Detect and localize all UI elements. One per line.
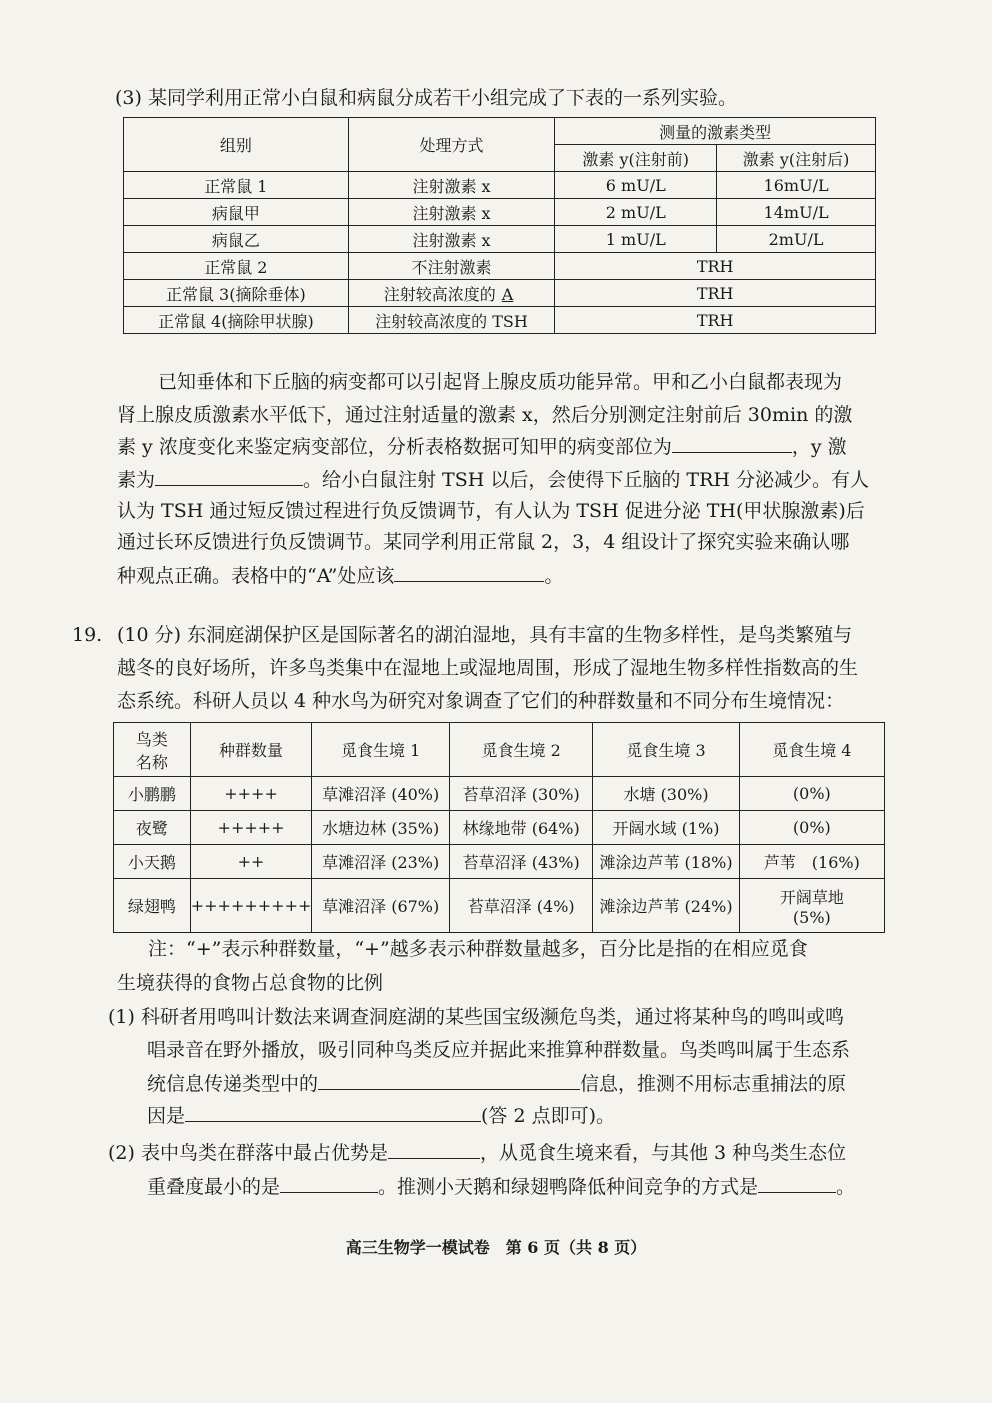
cell-habitat: 芦苇 (16%) bbox=[739, 845, 884, 879]
cell-treatment: 注射激素 x bbox=[348, 226, 555, 253]
table-row bbox=[124, 307, 876, 334]
cell-before: 1 mU/L bbox=[555, 226, 717, 253]
cell-habitat: 苔草沼泽 (43%) bbox=[449, 845, 592, 879]
text: 因是 bbox=[147, 1105, 186, 1127]
cell-name: 绿翅鸭 bbox=[114, 879, 191, 933]
table-row bbox=[124, 172, 876, 199]
q3-paragraph-line bbox=[117, 465, 869, 494]
page-footer: 高三生物学一模试卷 第 6 页（共 8 页） bbox=[345, 1238, 647, 1257]
header-treatment: 处理方式 bbox=[348, 118, 555, 172]
answer-blank[interactable] bbox=[672, 432, 792, 453]
table-row bbox=[114, 879, 885, 933]
table-note: 生境获得的食物占总食物的比例 bbox=[117, 972, 384, 994]
table-row bbox=[114, 777, 885, 811]
cell-name: 小天鹅 bbox=[114, 845, 191, 879]
cell-after: 14mU/L bbox=[717, 199, 876, 226]
q19-paragraph-line: (10 分) 东洞庭湖保护区是国际著名的湖泊湿地，具有丰富的生物多样性，是鸟类繁殖与 bbox=[117, 624, 853, 646]
header-after: 激素 y(注射后) bbox=[717, 145, 876, 172]
header-habitat-2: 觅食生境 2 bbox=[449, 723, 592, 777]
cell-after: 2mU/L bbox=[717, 226, 876, 253]
treatment-prefix: 注射较高浓度的 bbox=[383, 284, 496, 304]
sub-question-2 bbox=[108, 1138, 846, 1167]
table-row bbox=[124, 280, 876, 307]
text: (2) 表中鸟类在群落中最占优势是 bbox=[108, 1142, 388, 1164]
cell-count: ++ bbox=[190, 845, 312, 879]
header-text: 鸟类 bbox=[135, 729, 168, 749]
answer-blank[interactable] bbox=[758, 1172, 836, 1193]
cell-habitat: 苔草沼泽 (4%) bbox=[449, 879, 592, 933]
cell-after: 16mU/L bbox=[717, 172, 876, 199]
header-habitat-3: 觅食生境 3 bbox=[593, 723, 739, 777]
cell-habitat: 滩涂边芦苇 (24%) bbox=[593, 879, 739, 933]
cell-group: 正常鼠 2 bbox=[124, 253, 349, 280]
cell-habitat: 林缘地带 (64%) bbox=[449, 811, 592, 845]
q3-paragraph-line bbox=[117, 561, 563, 590]
cell-before: 6 mU/L bbox=[555, 172, 717, 199]
cell-habitat: 水塘边林 (35%) bbox=[312, 811, 450, 845]
cell-group: 正常鼠 3(摘除垂体) bbox=[124, 280, 349, 307]
answer-blank[interactable] bbox=[388, 1138, 480, 1159]
sub-question-1: (1) 科研者用鸣叫计数法来调查洞庭湖的某些国宝级濒危鸟类，通过将某种鸟的鸣叫或鸣 bbox=[108, 1006, 844, 1028]
q3-paragraph-line: 已知垂体和下丘脑的病变都可以引起肾上腺皮质功能异常。甲和乙小白鼠都表现为 bbox=[158, 371, 843, 393]
cell-before: 2 mU/L bbox=[555, 199, 717, 226]
text: 。 bbox=[836, 1176, 856, 1198]
sub-question-1: 唱录音在野外播放，吸引同种鸟类反应并据此来推算种群数量。鸟类鸣叫属于生态系 bbox=[147, 1039, 851, 1061]
header-count: 种群数量 bbox=[190, 723, 312, 777]
text: 素为 bbox=[117, 469, 156, 491]
text: ，从觅食生境来看，与其他 3 种鸟类生态位 bbox=[479, 1142, 847, 1164]
text: 统信息传递类型中的 bbox=[147, 1073, 319, 1095]
sub-question-1 bbox=[147, 1069, 846, 1098]
cell-treatment: 注射激素 x bbox=[348, 172, 555, 199]
cell-group: 病鼠甲 bbox=[124, 199, 349, 226]
cell-group: 正常鼠 4(摘除甲状腺) bbox=[124, 307, 349, 334]
cell-measure: TRH bbox=[555, 307, 876, 334]
cell-name: 小鹏鹏 bbox=[114, 777, 191, 811]
header-text: 名称 bbox=[135, 752, 168, 772]
cell-count: +++++ bbox=[190, 811, 312, 845]
cell-measure: TRH bbox=[555, 280, 876, 307]
answer-blank[interactable] bbox=[394, 561, 544, 582]
answer-blank[interactable] bbox=[185, 1101, 481, 1122]
hormone-experiment-table bbox=[123, 117, 876, 334]
table-row bbox=[124, 253, 876, 280]
cell-treatment: 注射激素 x bbox=[348, 199, 555, 226]
cell-group: 病鼠乙 bbox=[124, 226, 349, 253]
q3-paragraph-line: 认为 TSH 通过短反馈过程进行负反馈调节，有人认为 TSH 促进分泌 TH(甲状腺激素)后 bbox=[117, 500, 865, 522]
table-row bbox=[124, 199, 876, 226]
cell-count: ++++ bbox=[190, 777, 312, 811]
cell-text: (5%) bbox=[792, 907, 831, 927]
sub-question-1 bbox=[147, 1101, 615, 1130]
table-row bbox=[124, 226, 876, 253]
text: ，y 激 bbox=[791, 436, 847, 458]
cell-habitat: 草滩沼泽 (23%) bbox=[312, 845, 450, 879]
sub-question-2 bbox=[147, 1172, 855, 1201]
question-number: 19. bbox=[72, 624, 103, 646]
cell-habitat: 草滩沼泽 (40%) bbox=[312, 777, 450, 811]
text: 种观点正确。表格中的“A”处应该 bbox=[117, 565, 395, 587]
text: 素 y 浓度变化来鉴定病变部位，分析表格数据可知甲的病变部位为 bbox=[117, 436, 672, 458]
q3-paragraph-line bbox=[117, 432, 847, 461]
blank-a-mark: A bbox=[501, 284, 514, 304]
text: 信息，推测不用标志重捕法的原 bbox=[580, 1073, 847, 1095]
cell-habitat: 苔草沼泽 (30%) bbox=[449, 777, 592, 811]
cell-habitat: 水塘 (30%) bbox=[593, 777, 739, 811]
q19-paragraph-line: 越冬的良好场所，许多鸟类集中在湿地上或湿地周围，形成了湿地生物多样性指数高的生 bbox=[117, 657, 859, 679]
cell-text: 开阔草地 bbox=[779, 887, 844, 907]
cell-measure: TRH bbox=[555, 253, 876, 280]
header-habitat-4: 觅食生境 4 bbox=[739, 723, 884, 777]
table-note: 注：“+”表示种群数量，“+”越多表示种群数量越多，百分比是指的在相应觅食 bbox=[148, 938, 808, 960]
text: (答 2 点即可)。 bbox=[481, 1105, 616, 1127]
cell-treatment bbox=[348, 280, 555, 307]
cell-habitat: 开阔水域 (1%) bbox=[593, 811, 739, 845]
cell-habitat: (0%) bbox=[739, 777, 884, 811]
header-bird-name bbox=[114, 723, 191, 777]
answer-blank[interactable] bbox=[318, 1069, 580, 1090]
cell-habitat: (0%) bbox=[739, 811, 884, 845]
cell-treatment: 注射较高浓度的 TSH bbox=[348, 307, 555, 334]
q19-paragraph-line: 态系统。科研人员以 4 种水鸟为研究对象调查了它们的种群数量和不同分布生境情况： bbox=[117, 690, 845, 712]
text: 重叠度最小的是 bbox=[147, 1176, 281, 1198]
text: 。给小白鼠注射 TSH 以后，会使得下丘脑的 TRH 分泌减少。有人 bbox=[303, 469, 869, 491]
cell-name: 夜鹭 bbox=[114, 811, 191, 845]
cell-group: 正常鼠 1 bbox=[124, 172, 349, 199]
q3-intro: (3) 某同学利用正常小白鼠和病鼠分成若干小组完成了下表的一系列实验。 bbox=[115, 87, 737, 109]
table-row bbox=[114, 845, 885, 879]
bird-habitat-table bbox=[113, 722, 885, 933]
header-hormone-type: 测量的激素类型 bbox=[555, 118, 876, 145]
cell-treatment: 不注射激素 bbox=[348, 253, 555, 280]
cell-habitat bbox=[739, 879, 884, 933]
text: 。推测小天鹅和绿翅鸭降低种间竞争的方式是 bbox=[378, 1176, 759, 1198]
answer-blank[interactable] bbox=[280, 1172, 378, 1193]
header-habitat-1: 觅食生境 1 bbox=[312, 723, 450, 777]
table-row bbox=[114, 811, 885, 845]
header-before: 激素 y(注射前) bbox=[555, 145, 717, 172]
q3-paragraph-line: 肾上腺皮质激素水平低下，通过注射适量的激素 x，然后分别测定注射前后 30min 的激 bbox=[117, 404, 853, 426]
text: 。 bbox=[544, 565, 564, 587]
cell-habitat: 滩涂边芦苇 (18%) bbox=[593, 845, 739, 879]
cell-habitat: 草滩沼泽 (67%) bbox=[312, 879, 450, 933]
answer-blank[interactable] bbox=[155, 465, 303, 486]
header-group: 组别 bbox=[124, 118, 349, 172]
cell-count: +++++++++ bbox=[190, 879, 312, 933]
q3-paragraph-line: 通过长环反馈进行负反馈调节。某同学利用正常鼠 2，3，4 组设计了探究实验来确认哪 bbox=[117, 531, 850, 553]
